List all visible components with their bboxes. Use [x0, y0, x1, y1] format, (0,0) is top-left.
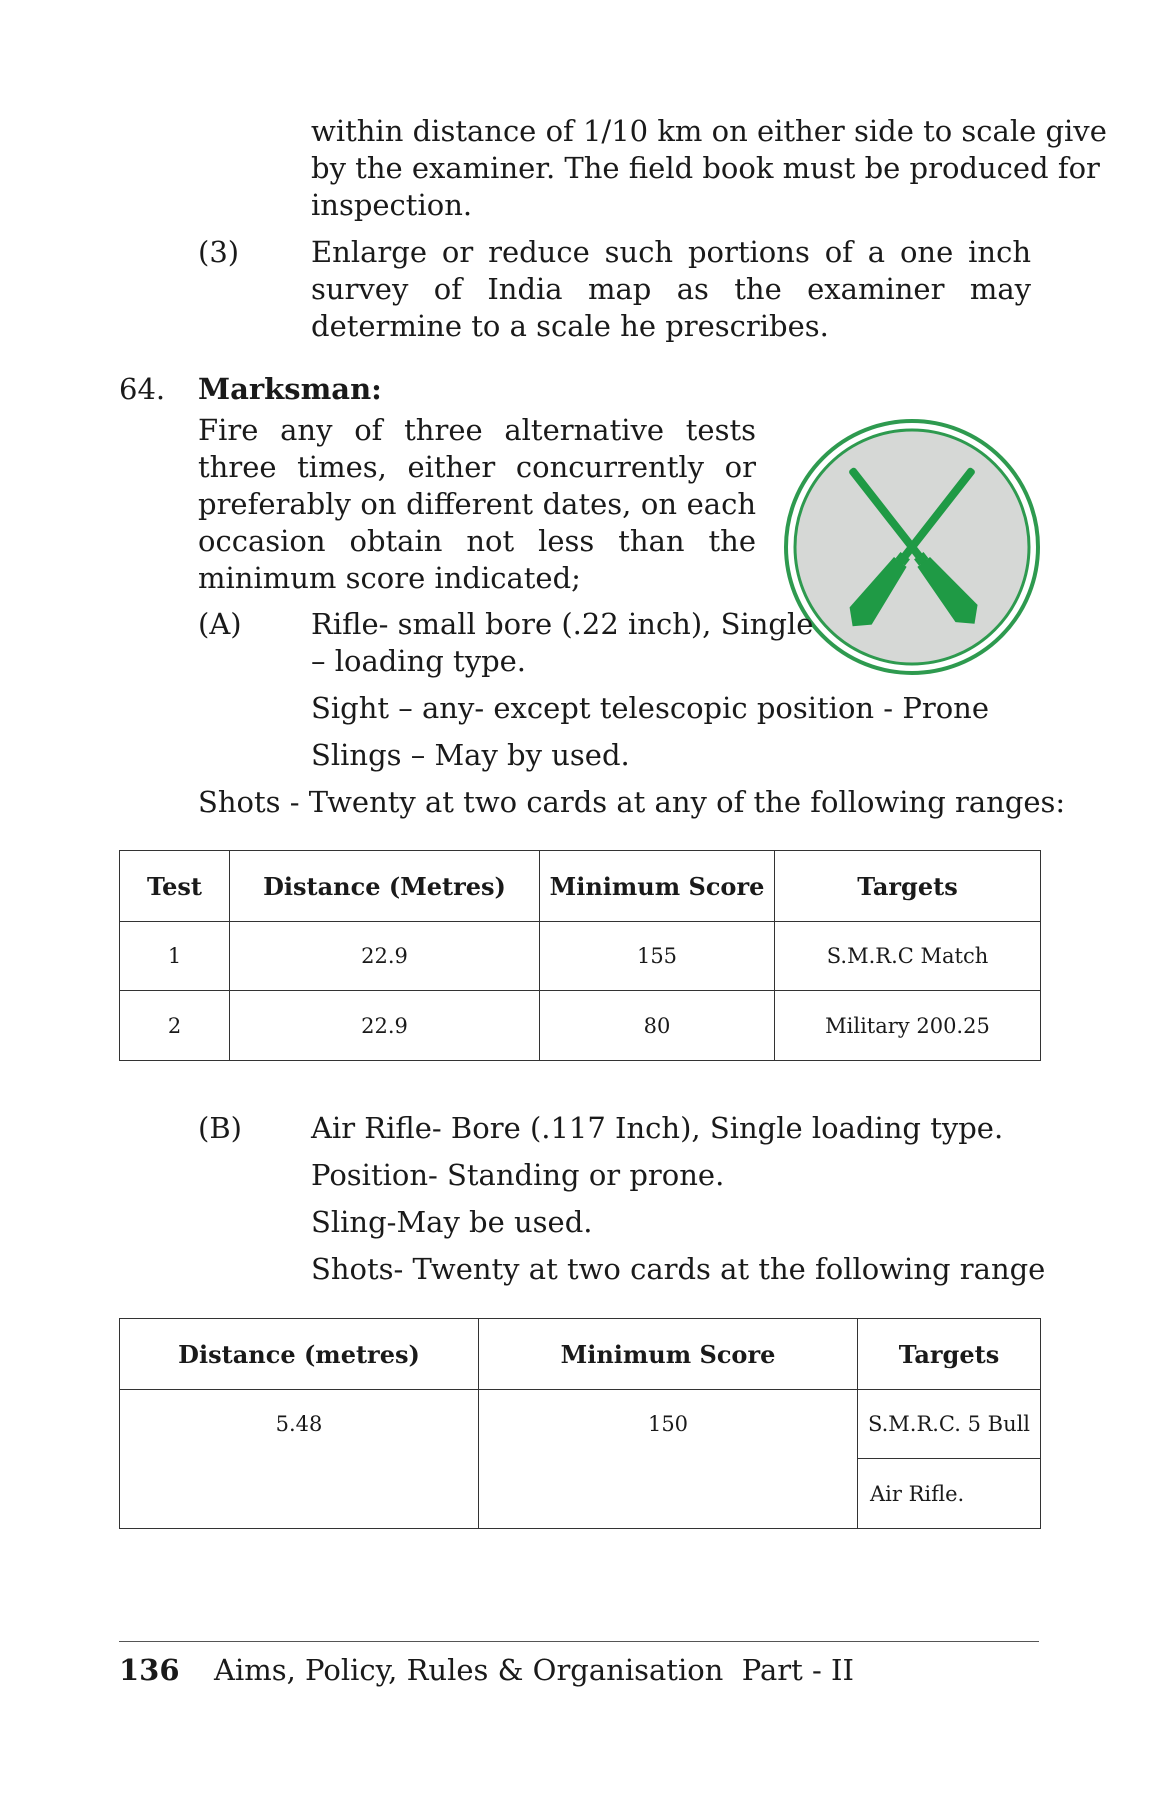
col-targets: Targets — [858, 1319, 1041, 1390]
item-a-slings: Slings – May by used. — [311, 738, 630, 772]
table-header-row — [120, 1319, 1041, 1390]
ranges-table — [119, 850, 1041, 1061]
item-b-sling: Sling-May be used. — [311, 1205, 593, 1239]
col-targets: Targets — [775, 851, 1041, 922]
cell-min-score: 150 — [479, 1390, 858, 1529]
col-min-score: Minimum Score — [479, 1319, 858, 1390]
item-b-label: (B) — [198, 1111, 242, 1145]
marksman-badge — [783, 418, 1041, 676]
col-min-score: Minimum Score — [540, 851, 775, 922]
col-distance: Distance (Metres) — [230, 851, 540, 922]
item-a-shots: Shots - Twenty at two cards at any of the following ranges: — [198, 785, 1066, 819]
table-row — [120, 991, 1041, 1061]
table-header-row — [120, 851, 1041, 922]
table-row — [120, 922, 1041, 991]
item-a-sight: Sight – any- except telescopic position - Prone — [311, 691, 989, 725]
footer-rule — [119, 1641, 1039, 1642]
continuation-line-1: within distance of 1/10 km on either side to scale give — [311, 114, 1107, 148]
col-test: Test — [120, 851, 230, 922]
cell-test: 2 — [120, 991, 230, 1061]
table-row — [120, 1390, 1041, 1459]
item-a-line-1: Rifle- small bore (.22 inch), Single — [311, 607, 814, 641]
cell-test: 1 — [120, 922, 230, 991]
cell-target-1: S.M.R.C. 5 Bull — [858, 1390, 1041, 1459]
item-b-line-1: Air Rifle- Bore (.117 Inch), Single loading type. — [311, 1111, 1004, 1145]
cell-min-score: 155 — [540, 922, 775, 991]
page-number: 136 — [119, 1653, 180, 1687]
section-intro: Fire any of three alternative tests three times, either concurrently or preferably on different dates, on each occasion obtain not less than the minimum score indicated; — [198, 413, 756, 595]
item-3-label: (3) — [198, 235, 240, 269]
continuation-line-3: inspection. — [311, 188, 473, 222]
item-3-text: Enlarge or reduce such portions of a one inch survey of India map as the examiner may determine to a scale he prescribes. — [311, 235, 1031, 343]
continuation-line-2: by the examiner. The field book must be produced for — [311, 151, 1100, 185]
air-rifle-table — [119, 1318, 1041, 1529]
item-b-shots: Shots- Twenty at two cards at the following range — [311, 1252, 1046, 1286]
cell-targets: S.M.R.C Match — [775, 922, 1041, 991]
cell-distance: 22.9 — [230, 922, 540, 991]
footer-title: Aims, Policy, Rules & Organisation Part - II — [214, 1653, 854, 1687]
item-a-label: (A) — [198, 607, 242, 641]
cell-target-2: Air Rifle. — [858, 1459, 1041, 1529]
cell-min-score: 80 — [540, 991, 775, 1061]
cell-distance: 22.9 — [230, 991, 540, 1061]
item-b-position: Position- Standing or prone. — [311, 1158, 725, 1192]
cell-distance: 5.48 — [120, 1390, 479, 1529]
item-a-line-2: – loading type. — [311, 644, 527, 678]
section-number: 64. — [119, 372, 166, 406]
col-distance: Distance (metres) — [120, 1319, 479, 1390]
cell-targets: Military 200.25 — [775, 991, 1041, 1061]
section-title: Marksman: — [198, 372, 382, 406]
